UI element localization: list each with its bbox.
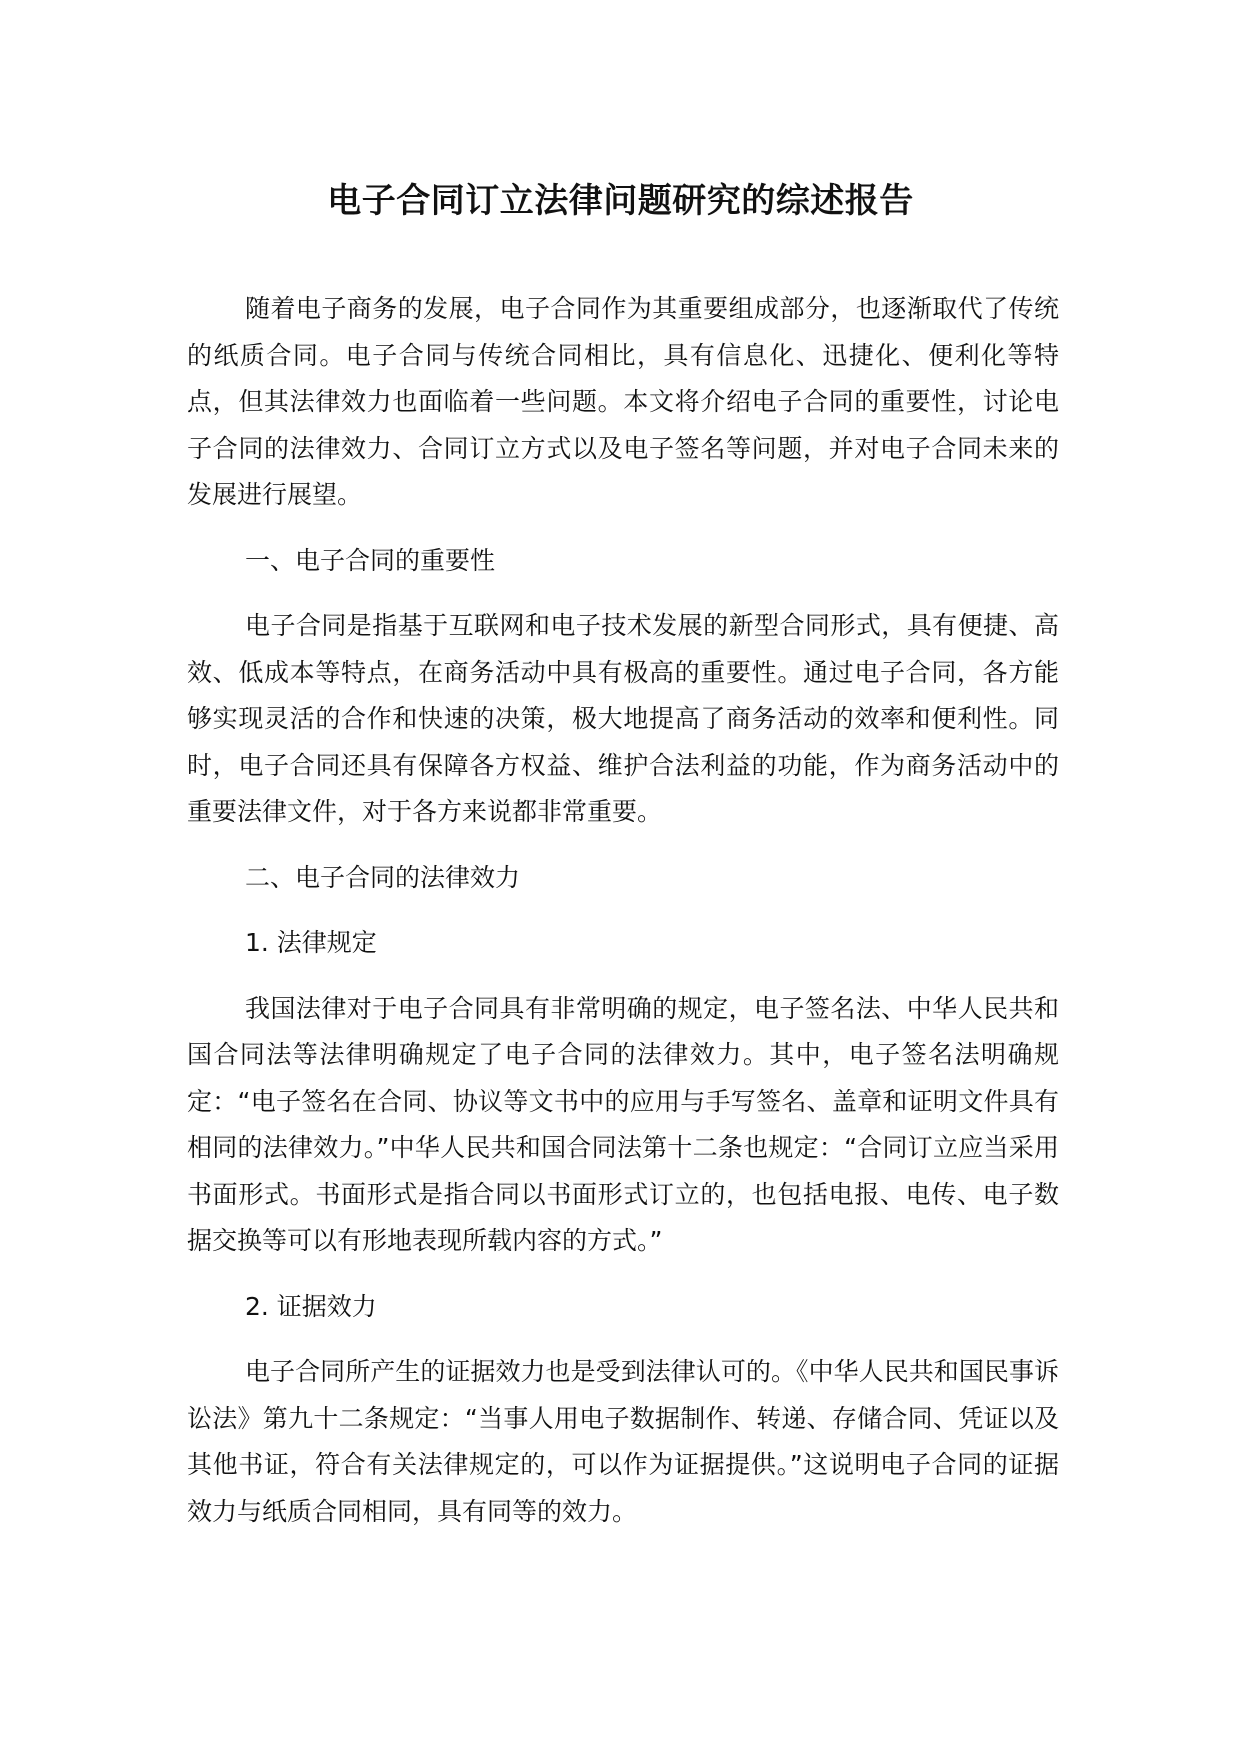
document-title: 电子合同订立法律问题研究的综述报告 xyxy=(327,181,914,221)
section-heading-importance: 一、电子合同的重要性 xyxy=(245,545,496,575)
legal-provisions-paragraph: 我国法律对于电子合同具有非常明确的规定，电子签名法、中华人民共和国合同法等法律明确规定了电子合同的法律效力。其中，电子签名法明确规定：“电子签名在合同、协议等文书中的应用与手写签名、盖章和证明文件具有相同的法律效力。”中华人民共和国合同法第十二条也规定：“合同订立应当采用书面形式。书面形式是指合同以书面形式订立的，也包括电报、电传、电子数据交换等可以有形地表现所载内容的方式。” xyxy=(187,993,1059,1255)
importance-paragraph: 电子合同是指基于互联网和电子技术发展的新型合同形式，具有便捷、高效、低成本等特点，在商务活动中具有极高的重要性。通过电子合同，各方能够实现灵活的合作和快速的决策，极大地提高了商务活动的效率和便利性。同时，电子合同还具有保障各方权益、维护合法利益的功能，作为商务活动中的重要法律文件，对于各方来说都非常重要。 xyxy=(187,611,1059,826)
document-body xyxy=(187,286,1059,1535)
evidence-effect-paragraph: 电子合同所产生的证据效力也是受到法律认可的。《中华人民共和国民事诉讼法》第九十二条规定：“当事人用电子数据制作、转递、存储合同、凭证以及其他书证，符合有关法律规定的，可以作为证据提供。”这说明电子合同的证据效力与纸质合同相同，具有同等的效力。 xyxy=(187,1357,1059,1526)
subheading-legal-provisions: 1. 法律规定 xyxy=(245,928,377,957)
section-heading-legal-effect: 二、电子合同的法律效力 xyxy=(245,862,521,892)
subheading-evidence-effect: 2. 证据效力 xyxy=(245,1291,377,1321)
intro-paragraph: 随着电子商务的发展，电子合同作为其重要组成部分，也逐渐取代了传统的纸质合同。电子合同与传统合同相比，具有信息化、迅捷化、便利化等特点，但其法律效力也面临着一些问题。本文将介绍电子合同的重要性，讨论电子合同的法律效力、合同订立方式以及电子签名等问题，并对电子合同未来的发展进行展望。 xyxy=(187,294,1059,509)
